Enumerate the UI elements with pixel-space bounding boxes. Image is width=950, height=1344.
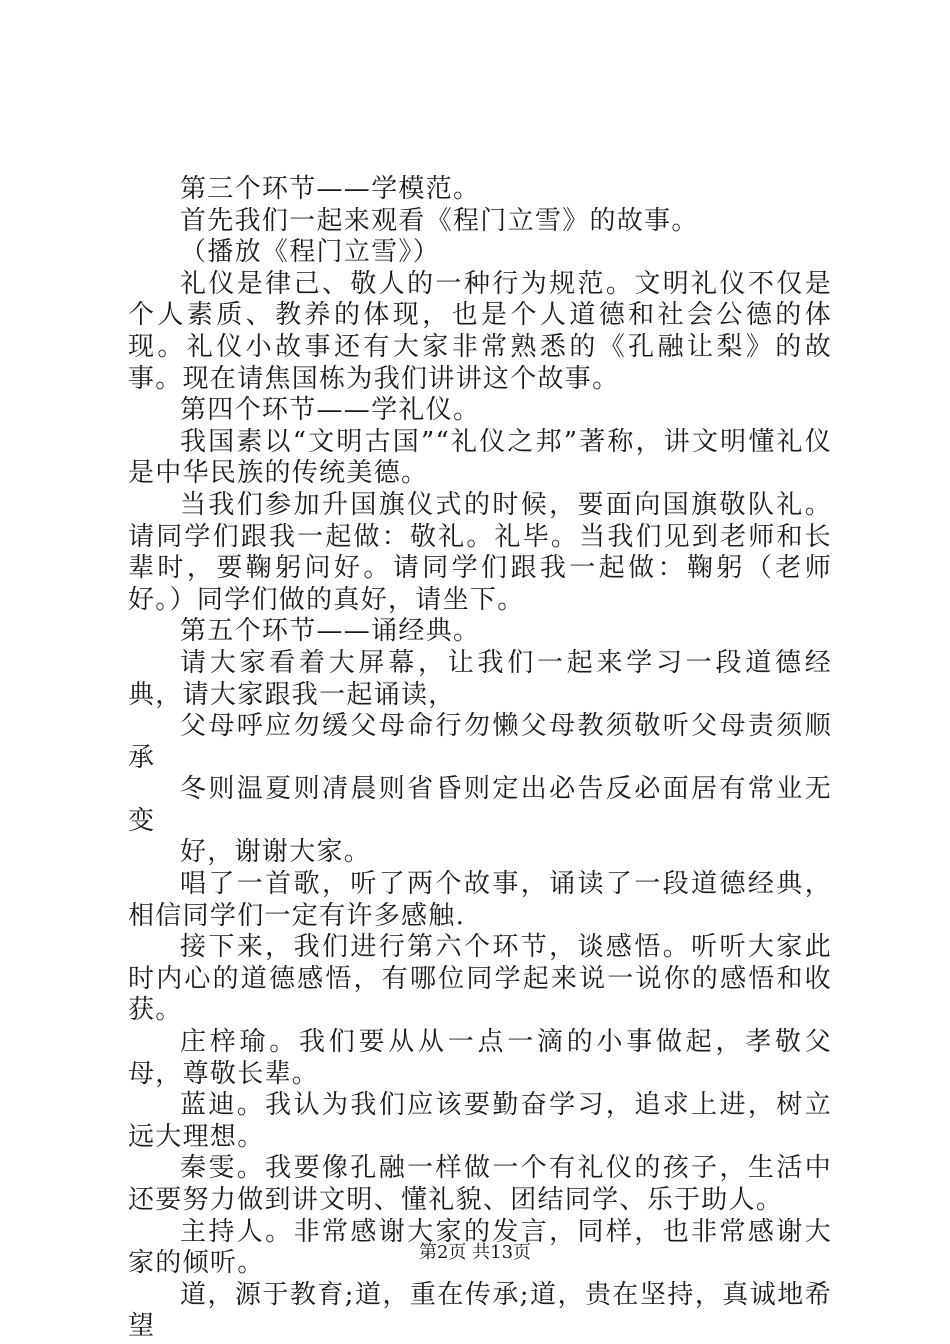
paragraph-7: 当我们参加升国旗仪式的时候，要面向国旗敬队礼。请同学们跟我一起做：敬礼。礼毕。当我们见到老师和长辈时，要鞠躬问好。请同学们跟我一起做：鞠躬（老师好。）同学们做的真好，请坐下。 (128, 489, 832, 615)
paragraph-8: 第五个环节——诵经典。 (180, 616, 481, 647)
paragraph-18: 主持人。非常感谢大家的发言，同样，也非常感谢大家的倾听。 (128, 1216, 832, 1279)
paragraph-3: （播放《程门立雪》） (180, 237, 441, 268)
paragraph-1: 第三个环节——学模范。 (180, 174, 481, 204)
paragraph-17: 秦雯。我要像孔融一样做一个有礼仪的孩子，生活中还要努力做到讲文明、懂礼貌、团结同学、乐于助人。 (128, 1153, 832, 1215)
paragraph-9: 请大家看着大屏幕，让我们一起来学习一段道德经典，请大家跟我一起诵读， (128, 647, 832, 710)
paragraph-14: 接下来，我们进行第六个环节，谈感悟。听听大家此时内心的道德感悟，有哪位同学起来说一说你的感悟和收获。 (128, 932, 832, 1026)
paragraph-10: 父母呼应勿缓父母命行勿懒父母教须敬听父母责须顺承 (128, 711, 832, 773)
paragraph-2: 首先我们一起来观看《程门立雪》的故事。 (180, 205, 699, 236)
paragraph-16: 蓝迪。我认为我们应该要勤奋学习，追求上进，树立远大理想。 (128, 1090, 832, 1152)
page-footer: 第2页 共13页 (418, 1242, 532, 1263)
paragraph-11: 冬则温夏则凊晨则省昏则定出必告反必面居有常业无变 (128, 774, 832, 836)
paragraph-6: 我国素以“文明古国”“礼仪之邦”著称，讲文明懂礼仪是中华民族的传统美德。 (128, 426, 832, 489)
document-body (128, 174, 832, 1343)
paragraph-5: 第四个环节——学礼仪。 (180, 395, 481, 426)
paragraph-12: 好，谢谢大家。 (180, 837, 372, 868)
paragraph-4: 礼仪是律己、敬人的一种行为规范。文明礼仪不仅是个人素质、教养的体现，也是个人道德和社会公德的体现。礼仪小故事还有大家非常熟悉的《孔融让梨》的故事。现在请焦国栋为我们讲讲这个故事。 (128, 268, 832, 394)
paragraph-19: 道，源于教育;道，重在传承;道，贵在坚持，真诚地希望 (128, 1279, 832, 1342)
paragraph-15: 庄梓瑜。我们要从从一点一滴的小事做起，孝敬父母，尊敬长辈。 (128, 1027, 832, 1089)
paragraph-13: 唱了一首歌，听了两个故事，诵读了一段道德经典，相信同学们一定有许多感触. (128, 869, 832, 931)
